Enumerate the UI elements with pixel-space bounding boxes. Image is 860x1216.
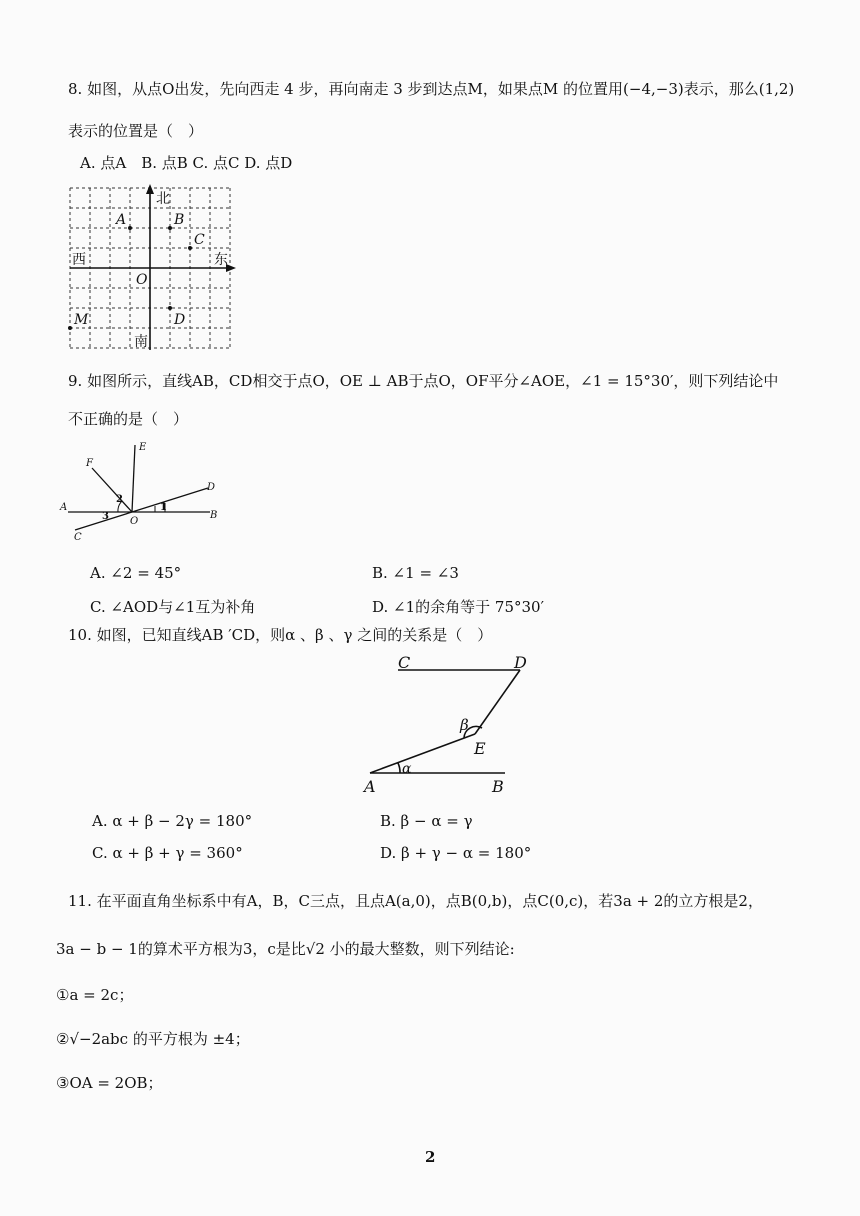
q10-label-a: A: [364, 777, 376, 796]
q11-item-2: ②√−2abc 的平方根为 ±4；: [56, 1030, 250, 1048]
north-label: 北: [156, 191, 170, 207]
point-m-label: M: [74, 312, 89, 328]
q9-stem-line1: 9. 如图所示，直线AB，CD相交于点O，OE ⊥ AB于点O，OF平分∠AOE，∠1 = 15°30′，则下列结论中: [68, 372, 779, 390]
west-label: 西: [72, 252, 86, 268]
q11-stem-line1: 11. 在平面直角坐标系中有A，B，C三点，且点A(a,0)，点B(0,b)，点C(0,c)，若3a + 2的立方根是2，: [68, 892, 763, 910]
q9-label-o: O: [130, 516, 139, 527]
q10-label-beta: β: [460, 716, 469, 734]
east-label: 东: [214, 252, 228, 268]
point-b-label: B: [174, 212, 185, 228]
q8-grid-figure: [70, 188, 232, 350]
q11-item-1: ①a = 2c；: [56, 986, 134, 1004]
q8-stem-line2: 表示的位置是（ ）: [68, 122, 204, 140]
q10-label-b: B: [492, 777, 504, 796]
q8-options: A. 点A B. 点B C. 点C D. 点D: [80, 154, 293, 172]
q9-option-d: D. ∠1的余角等于 75°30′: [372, 598, 544, 616]
south-label: 南: [134, 334, 148, 350]
q10-label-e: E: [474, 739, 486, 758]
q9-option-a: A. ∠2 = 45°: [90, 564, 182, 582]
q10-parallel-figure: [360, 650, 540, 800]
q9-label-e: E: [139, 442, 147, 453]
q9-label-a: A: [60, 502, 68, 513]
point-a-label: A: [116, 212, 127, 228]
q11-item-3: ③OA = 2OB；: [56, 1074, 163, 1092]
q9-label-d: D: [207, 482, 216, 493]
q9-angle-3: 3: [102, 511, 109, 522]
q10-option-a: A. α + β − 2γ = 180°: [92, 812, 253, 830]
q8-stem-line1: 8. 如图，从点O出发，先向西走 4 步，再向南走 3 步到达点M，如果点M 的位置用(−4,−3)表示，那么(1,2): [68, 80, 795, 98]
page-number: 2: [425, 1148, 436, 1166]
q9-label-f: F: [86, 458, 93, 469]
point-d-label: D: [174, 312, 186, 328]
q10-label-c: C: [398, 653, 411, 672]
q10-option-b: B. β − α = γ: [380, 812, 473, 830]
origin-label: O: [136, 272, 148, 288]
q9-angle-2: 2: [116, 494, 123, 505]
q9-option-b: B. ∠1 = ∠3: [372, 564, 459, 582]
q10-stem: 10. 如图，已知直线AB ′CD，则α 、β 、γ 之间的关系是（ ）: [68, 626, 493, 644]
q9-label-b: B: [210, 510, 218, 521]
q10-label-alpha: α: [402, 761, 412, 777]
q9-option-c: C. ∠AOD与∠1互为补角: [90, 598, 256, 616]
q9-angle-1: 1: [160, 502, 167, 513]
q10-option-c: C. α + β + γ = 360°: [92, 844, 243, 862]
q9-label-c: C: [74, 532, 82, 543]
q9-angle-figure: [60, 440, 230, 550]
q9-stem-line2: 不正确的是（ ）: [68, 410, 189, 428]
q10-label-d: D: [514, 653, 527, 672]
q10-option-d: D. β + γ − α = 180°: [380, 844, 532, 862]
point-c-label: C: [194, 232, 205, 248]
q11-stem-line2: 3a − b − 1的算术平方根为3，c是比√2 小的最大整数，则下列结论:: [56, 940, 515, 958]
